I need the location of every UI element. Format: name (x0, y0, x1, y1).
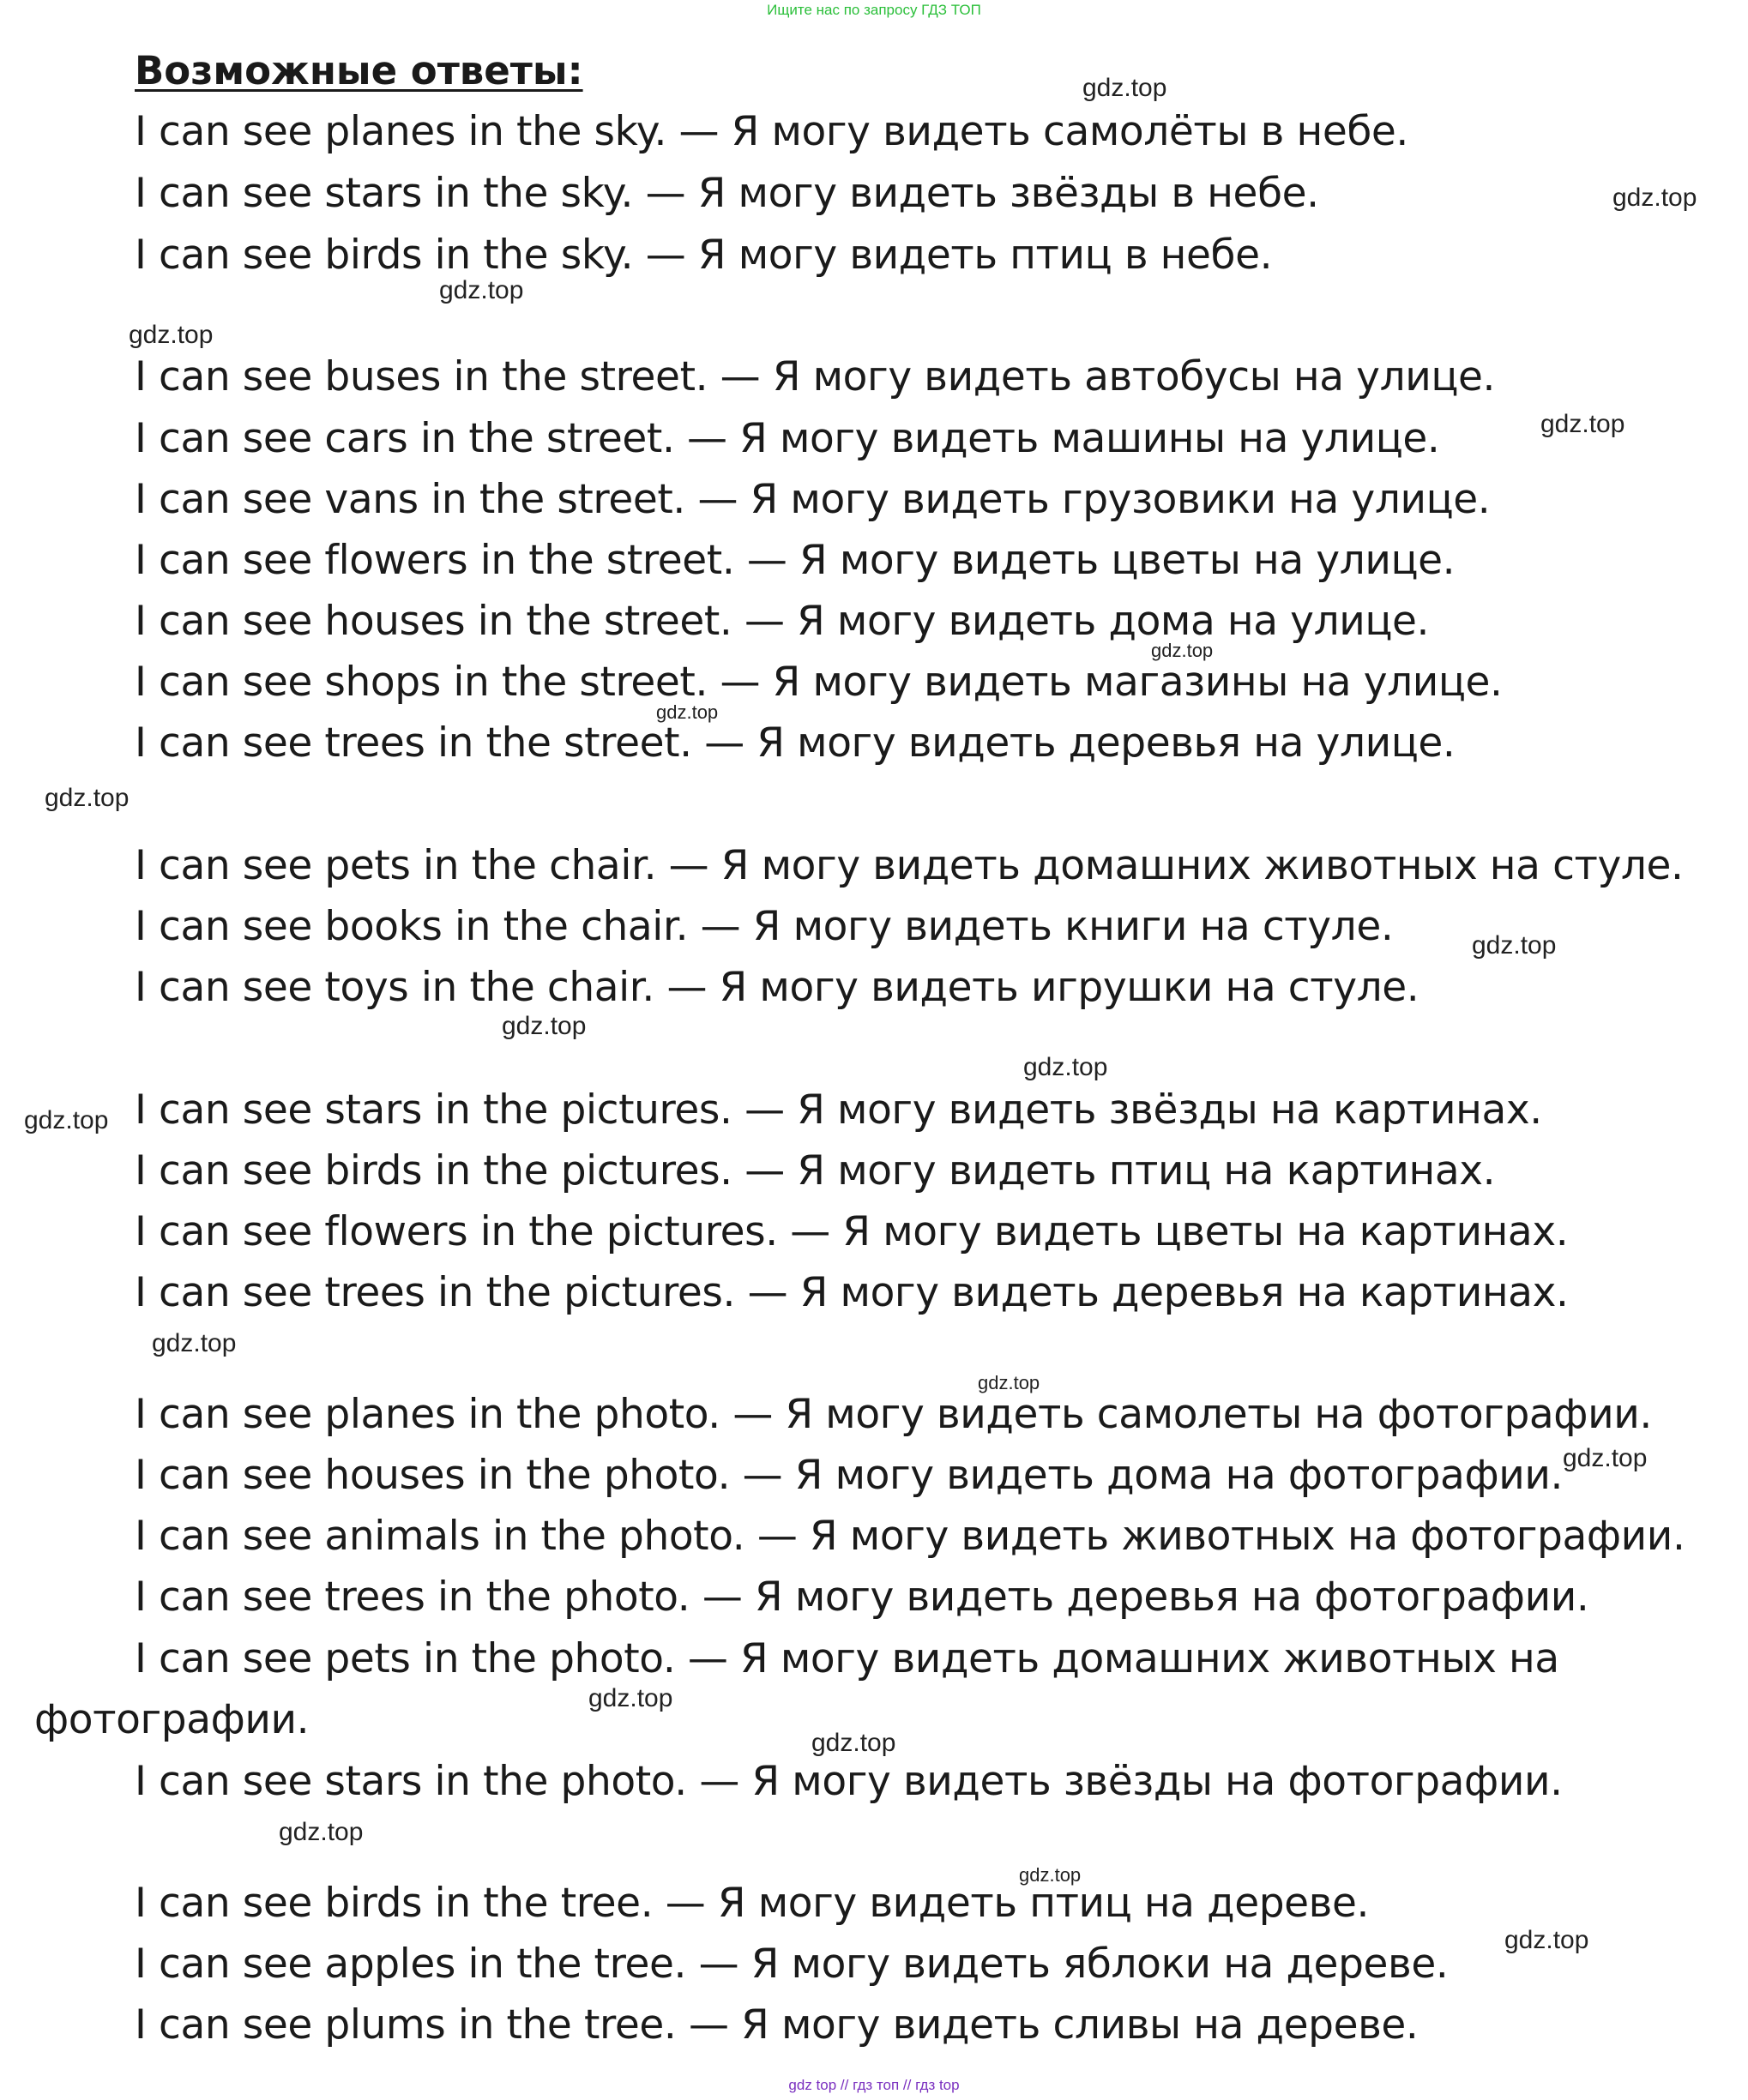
watermark: gdz.top (978, 1372, 1040, 1393)
watermark: gdz.top (1540, 410, 1625, 438)
answer-line: I can see stars in the pictures. — Я могу видеть звёзды на картинах. (135, 1086, 1542, 1134)
watermark: gdz.top (439, 276, 524, 304)
watermark: gdz.top (1019, 1864, 1082, 1886)
answer-line: I can see stars in the photo. — Я могу видеть звёзды на фотографии. (135, 1758, 1563, 1805)
answer-line: I can see cars in the street. — Я могу видеть машины на улице. (135, 415, 1440, 462)
watermark: gdz.top (1472, 931, 1557, 960)
answer-line: I can see flowers in the street. — Я могу видеть цветы на улице. (135, 537, 1456, 584)
answer-line: I can see shops in the street. — Я могу видеть магазины на улице. (135, 659, 1503, 706)
answer-line: I can see stars in the sky. — Я могу видеть звёзды в небе. (135, 170, 1319, 217)
answer-line: I can see plums in the tree. — Я могу видеть сливы на дереве. (135, 2001, 1419, 2049)
answer-line: I can see birds in the pictures. — Я могу видеть птиц на картинах. (135, 1147, 1496, 1194)
watermark: gdz.top (1082, 74, 1167, 102)
top-banner: Ищите нас по запросу ГДЗ ТОП (767, 2, 981, 18)
watermark: gdz.top (24, 1106, 109, 1134)
answer-line: I can see birds in the tree. — Я могу видеть птиц на дереве. (135, 1880, 1370, 1927)
answer-line: I can see houses in the street. — Я могу видеть дома на улице. (135, 598, 1430, 645)
watermark: gdz.top (45, 784, 130, 812)
answer-line: I can see buses in the street. — Я могу видеть автобусы на улице. (135, 353, 1495, 400)
answer-line: I can see trees in the pictures. — Я могу видеть деревья на картинах. (135, 1269, 1569, 1316)
answer-line: I can see vans in the street. — Я могу видеть грузовики на улице. (135, 476, 1491, 523)
answer-line: I can see pets in the photo. — Я могу видеть домашних животных на (135, 1635, 1559, 1682)
watermark: gdz.top (1504, 1926, 1589, 1954)
answer-line: I can see trees in the street. — Я могу видеть деревья на улице. (135, 719, 1456, 767)
answer-line: I can see trees in the photo. — Я могу видеть деревья на фотографии. (135, 1573, 1589, 1621)
answer-line: I can see books in the chair. — Я могу видеть книги на стуле. (135, 903, 1394, 950)
answer-line: I can see planes in the photo. — Я могу видеть самолеты на фотографии. (135, 1391, 1652, 1438)
watermark: gdz.top (1612, 184, 1697, 212)
answer-line: I can see pets in the chair. — Я могу видеть домашних животных на стуле. (135, 842, 1684, 889)
page-title: Возможные ответы: (135, 48, 583, 93)
answer-line: I can see houses in the photo. — Я могу видеть дома на фотографии. (135, 1452, 1564, 1499)
watermark: gdz.top (502, 1012, 587, 1040)
watermark: gdz.top (811, 1729, 896, 1757)
answer-line: I can see birds in the sky. — Я могу видеть птиц в небе. (135, 232, 1273, 279)
answer-line: I can see apples in the tree. — Я могу видеть яблоки на дереве. (135, 1941, 1449, 1988)
watermark: gdz.top (279, 1818, 364, 1846)
watermark: gdz.top (1563, 1444, 1648, 1472)
watermark: gdz.top (1023, 1053, 1108, 1081)
bottom-banner: gdz top // гдз топ // гдз top (788, 2077, 960, 2093)
answer-line: I can see flowers in the pictures. — Я могу видеть цветы на картинах. (135, 1208, 1569, 1255)
watermark: gdz.top (588, 1684, 673, 1712)
watermark: gdz.top (152, 1329, 237, 1357)
answer-line: I can see animals in the photo. — Я могу видеть животных на фотографии. (135, 1513, 1685, 1560)
watermark: gdz.top (656, 701, 719, 723)
watermark: gdz.top (1151, 640, 1214, 661)
watermark: gdz.top (129, 321, 214, 349)
answer-line-continuation: фотографии. (34, 1696, 310, 1743)
answer-line: I can see planes in the sky. — Я могу видеть самолёты в небе. (135, 108, 1408, 155)
answer-line: I can see toys in the chair. — Я могу видеть игрушки на стуле. (135, 964, 1419, 1011)
